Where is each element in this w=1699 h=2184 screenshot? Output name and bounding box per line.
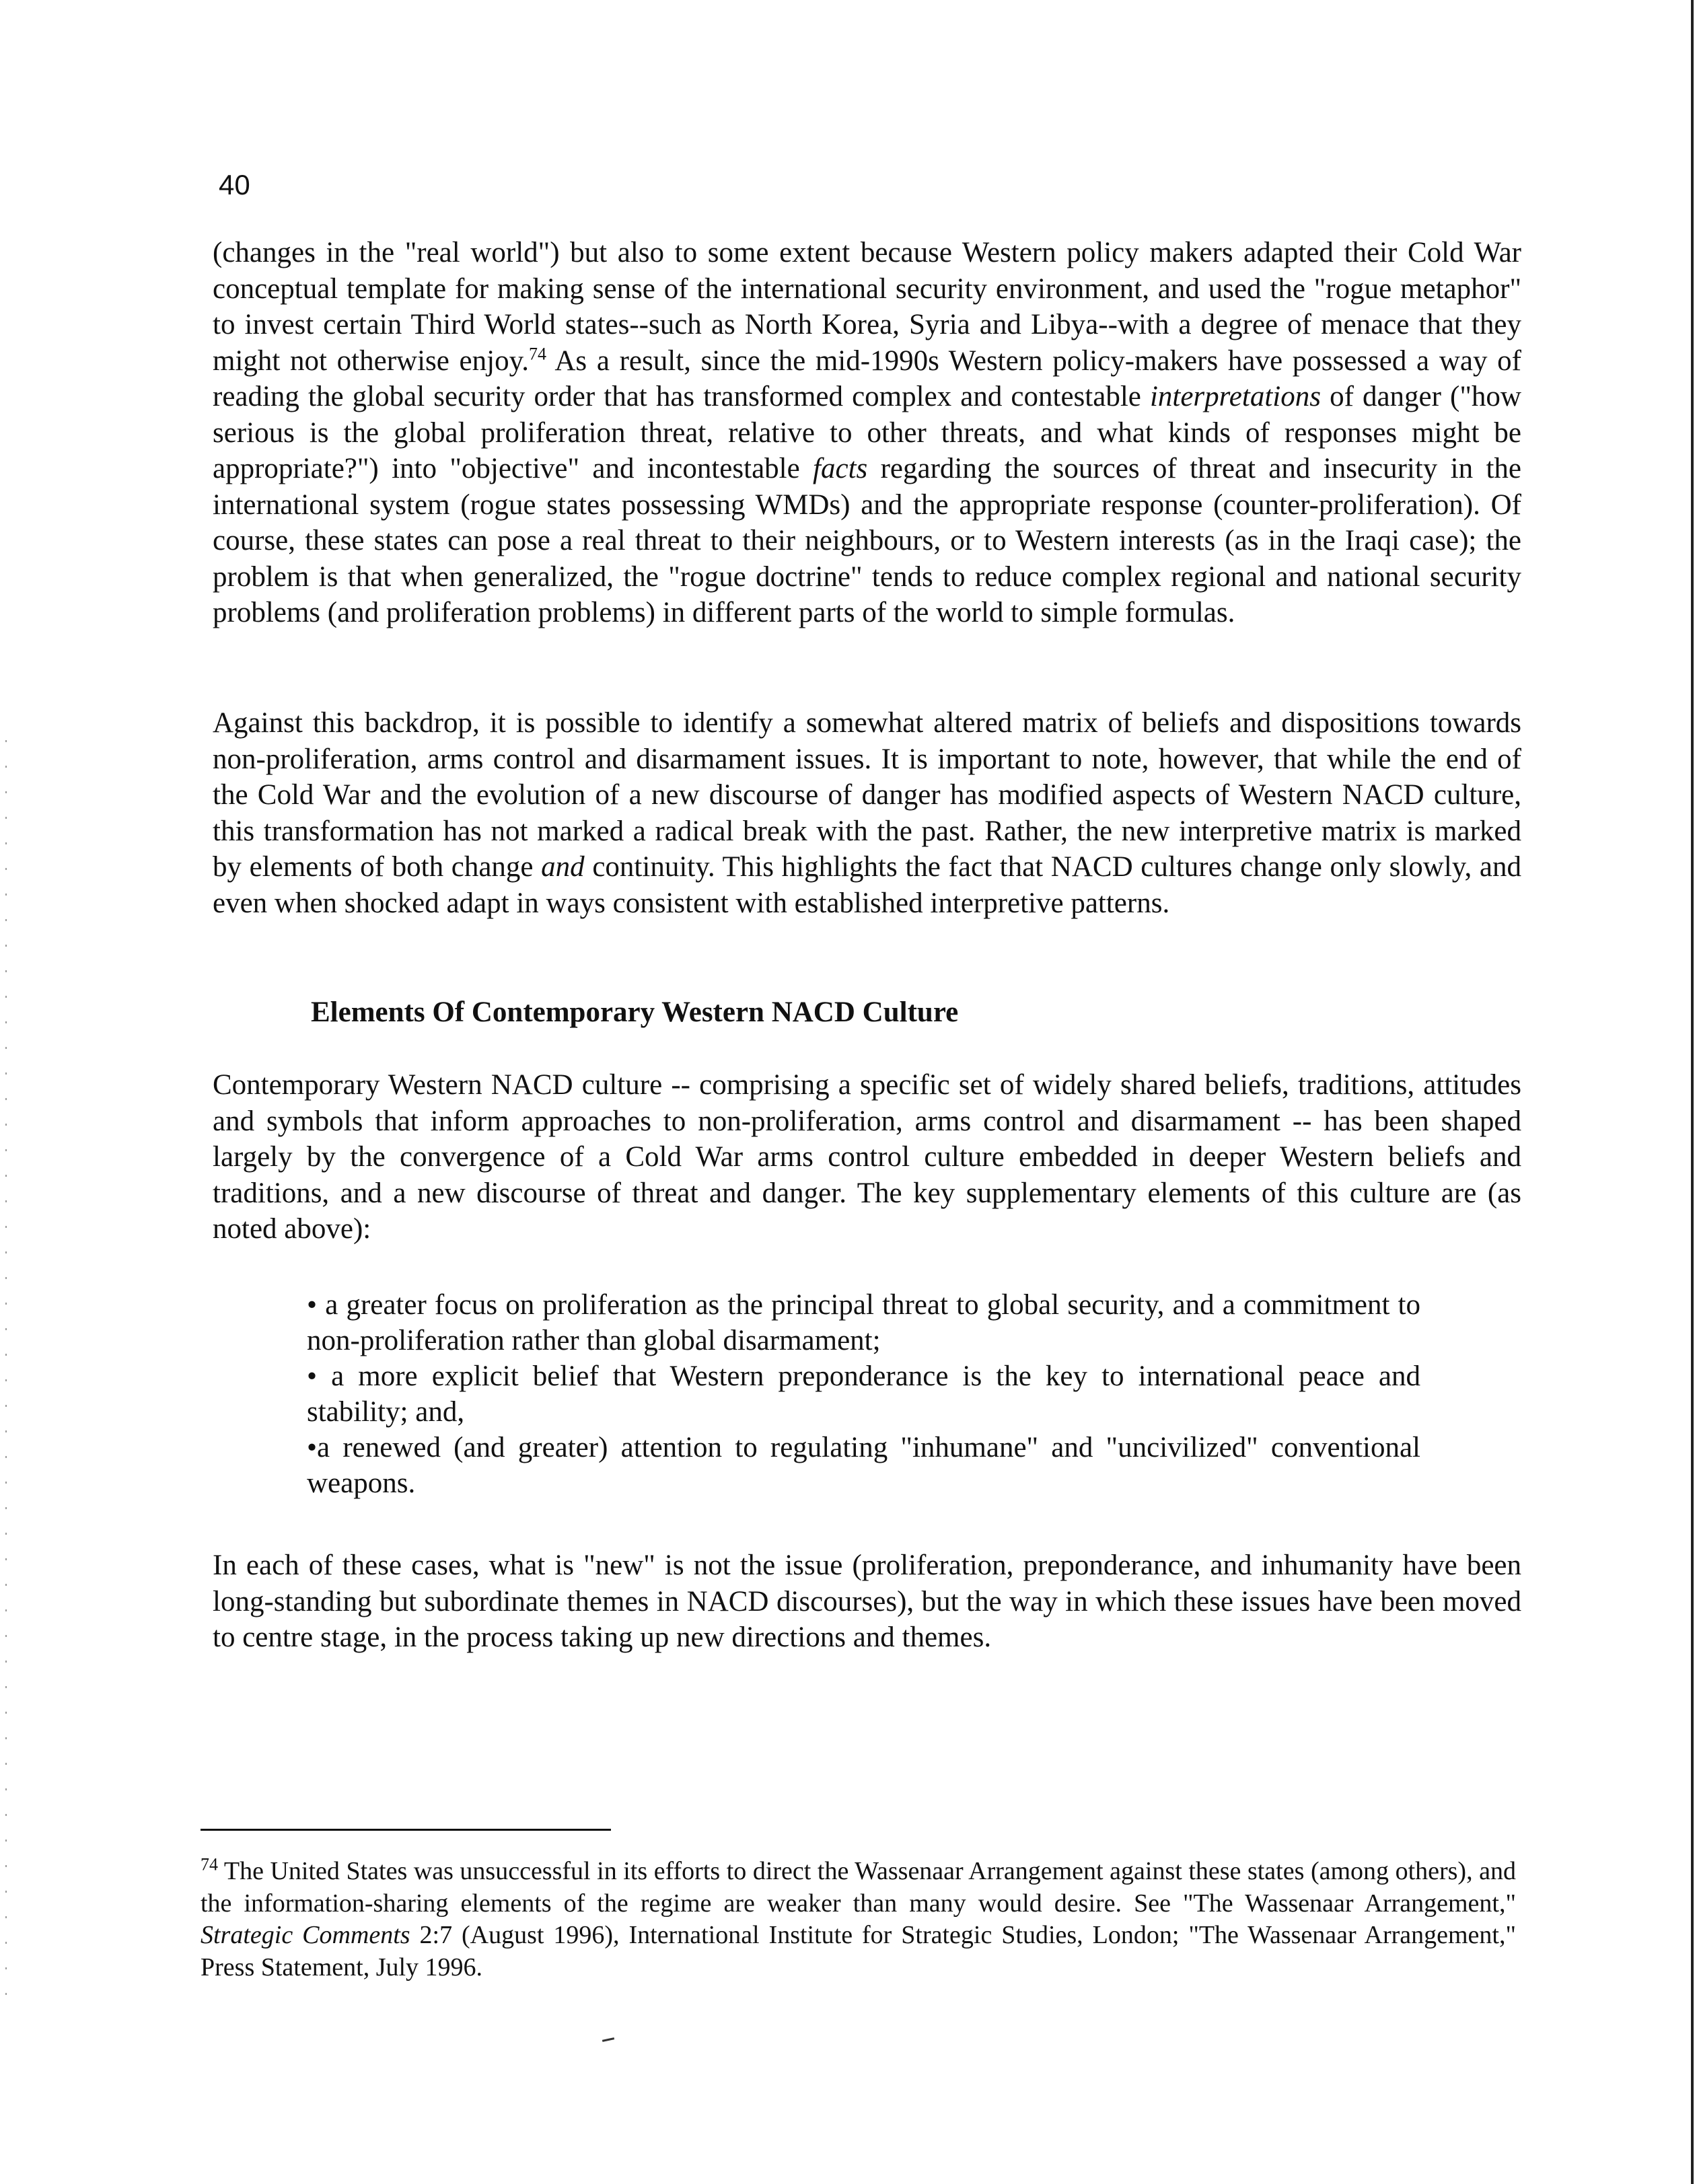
- paragraph-text: regarding the sources of threat and insecurity in the international system (rogue states possessing WMDs) and the appropriate response (counter-proliferation). Of course, these states can pose a real threat to their neighbours, or to Western interests (as in the Iraqi case); the problem is that when generalized, the "rogue doctrine" tends to reduce complex regional and national security problems (and proliferation problems) in different parts of the world to simple formulas.: [213, 453, 1521, 628]
- paragraph-conclusion: In each of these cases, what is "new" is not the issue (proliferation, preponderance, and inhumanity have been long-standing but subordinate themes in NACD discourses), but the way in which these issues have been moved to centre stage, in the process taking up new directions and themes.: [213, 1550, 1521, 1653]
- footnote-marker: 74: [201, 1854, 218, 1874]
- footnote-divider: [201, 1829, 611, 1831]
- footnote-text: The United States was unsuccessful in its efforts to direct the Wassenaar Arrangement against these states (among others), and the information-sharing elements of the regime are weaker than many would desire. See "The Wassenaar Arrangement,": [201, 1857, 1516, 1918]
- scan-margin-dots: [5, 740, 7, 2018]
- section-heading: Elements Of Contemporary Western NACD Culture: [311, 996, 959, 1028]
- footnote-text: 2:7 (August 1996), International Institute for Strategic Studies, London; "The Wassenaar Arrangement," Press Statement, July 1996.: [201, 1921, 1516, 1981]
- page-number: 40: [219, 169, 250, 201]
- paragraph-rogue-metaphor: [213, 235, 1521, 631]
- scan-artifact: [602, 2037, 614, 2042]
- paragraph-text: (changes in the "real world") but also to some extent because Western policy makers adapted their Cold War conceptual template for making sense of the international security environment, and used the "rogue metaphor" to invest certain Third World states--such as North Korea, Syria and Libya--with a degree of menace that they might not otherwise enjoy.: [213, 237, 1521, 377]
- bullet-list: [307, 1287, 1420, 1501]
- list-item: • a greater focus on proliferation as the principal threat to global security, and a commitment to non-proliferation rather than global disarmament;: [307, 1289, 1420, 1356]
- paragraph-altered-matrix: [213, 705, 1521, 921]
- paragraph-text: of danger ("how serious is the global proliferation threat, relative to other threats, and what kinds of responses might be appropriate?") into "objective" and incontestable: [213, 381, 1521, 484]
- paragraph-text: Against this backdrop, it is possible to identify a somewhat altered matrix of beliefs and dispositions towards non-proliferation, arms control and disarmament issues. It is important to note, however, that while the end of the Cold War and the evolution of a new discourse of danger has modified aspects of Western NACD culture, this transformation has not marked a radical break with the past. Rather, the new interpretive matrix is marked by elements of both change: [213, 707, 1521, 883]
- footnote: [201, 1856, 1516, 1983]
- list-item: • a more explicit belief that Western preponderance is the key to international peace and stability; and,: [307, 1360, 1420, 1428]
- paragraph-text: continuity. This highlights the fact that NACD cultures change only slowly, and even when shocked adapt in ways consistent with established interpretive patterns.: [213, 851, 1521, 919]
- emphasis-text: and: [541, 851, 585, 883]
- list-item: •a renewed (and greater) attention to regulating "inhumane" and "uncivilized" conventional weapons.: [307, 1432, 1420, 1499]
- emphasis-text: facts: [813, 453, 868, 484]
- emphasis-text: interpretations: [1149, 381, 1321, 412]
- footnote-reference[interactable]: 74: [529, 344, 547, 364]
- paragraph-text: As a result, since the mid-1990s Western policy-makers have possessed a way of reading the global security order that has transformed complex and contestable: [213, 344, 1521, 412]
- emphasis-text: Strategic Comments: [201, 1921, 410, 1949]
- paragraph-contemporary-culture: Contemporary Western NACD culture -- comprising a specific set of widely shared beliefs, traditions, attitudes and symbols that inform approaches to non-proliferation, arms control and disarmament -- has been shaped largely by the convergence of a Cold War arms control culture embedded in deeper Western beliefs and traditions, and a new discourse of threat and danger. The key supplementary elements of this culture are (as noted above):: [213, 1069, 1521, 1245]
- page-edge-shadow: [1691, 0, 1694, 2184]
